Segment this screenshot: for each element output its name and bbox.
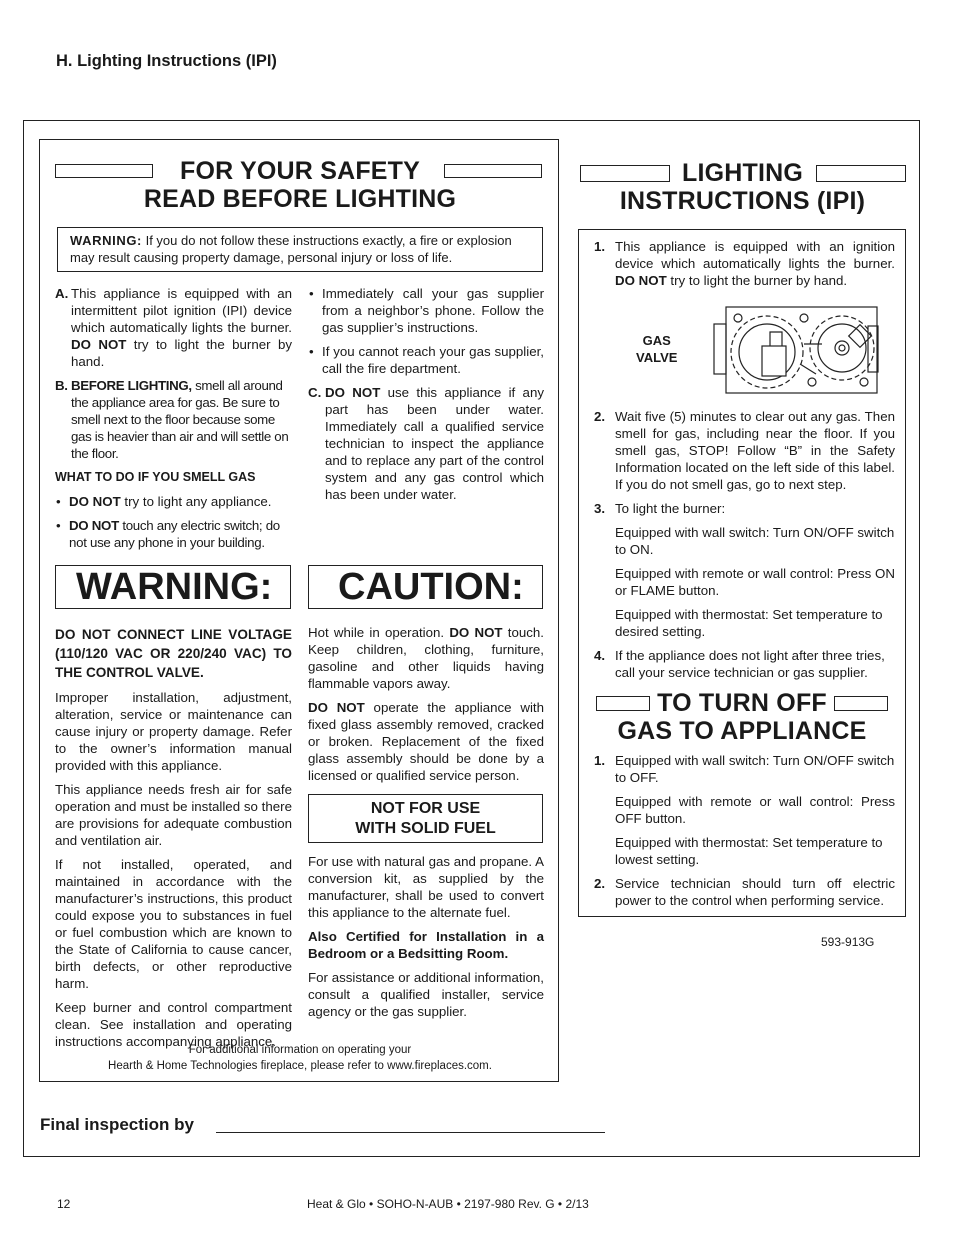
- warning-heading-box: WARNING:: [55, 565, 291, 609]
- footer-note-line2: Hearth & Home Technologies fireplace, please refer to www.fireplaces.com.: [108, 1060, 492, 1072]
- final-inspection-signature-line[interactable]: [216, 1132, 605, 1133]
- valve-knob: [835, 341, 849, 355]
- smell-bullet-3: [308, 285, 544, 336]
- safety-title-line1: FOR YOUR SAFETY: [179, 157, 421, 185]
- caution-para-3: For use with natural gas and propane. A conversion kit, as supplied by the manufacturer, shall be used to convert this appliance to the alternate fuel.: [308, 854, 544, 920]
- warning-para-1: Improper installation, adjustment, alteration, service or maintenance can cause injury or property damage. Refer to the owner’s information manual provided with this appliance.: [55, 690, 292, 773]
- caution-heading-box: CAUTION:: [308, 565, 543, 609]
- footer-note-line1: For additional information on operating your: [188, 1044, 412, 1056]
- turnoff-step-1: [594, 752, 895, 786]
- safety-item-b: [55, 377, 292, 462]
- step-1-text: This appliance is equipped with an ignition device which automatically lights the burner.: [615, 239, 895, 271]
- bullet-1-bold: DO NOT: [69, 494, 121, 509]
- bullet-2-text: touch any electric switch; do not use any phone in your building.: [69, 518, 280, 550]
- step-1-bold: DO NOT: [615, 273, 667, 288]
- bullet-dot: •: [56, 494, 61, 509]
- lighting-title-line1: LIGHTING: [681, 159, 804, 187]
- turnoff-steps: [594, 752, 895, 916]
- lighting-step-3: [594, 500, 895, 517]
- lighting-step-1: [594, 238, 895, 289]
- step-3-num: 3.: [594, 501, 606, 516]
- safety-item-a: [55, 285, 292, 370]
- solid-fuel-line1: NOT FOR USE: [370, 800, 481, 817]
- gas-valve-label-line2: VALVE: [636, 350, 678, 365]
- caution-p1-bold: DO NOT: [449, 625, 503, 640]
- item-b-bold: BEFORE LIGHTING,: [71, 378, 192, 393]
- fireplaces-footer-note: [40, 1042, 560, 1074]
- gas-valve-label: [636, 332, 677, 366]
- page-footer: Heat & Glo • SOHO-N-AUB • 2197-980 Rev. G • 2/13: [307, 1197, 589, 1211]
- warning-notice: [57, 227, 543, 272]
- caution-para-2: [308, 699, 544, 784]
- step-3-wall-switch: Equipped with wall switch: Turn ON/OFF switch to ON.: [615, 525, 895, 557]
- valve-screw-4: [860, 378, 868, 386]
- valve-left-flange: [714, 324, 726, 374]
- item-c-label: C.: [308, 385, 322, 400]
- solid-fuel-box: [308, 794, 543, 843]
- step-2-num: 2.: [594, 409, 606, 424]
- caution-p2-bold: DO NOT: [308, 700, 365, 715]
- caution-p2-text: operate the appliance with fixed glass assembly removed, cracked or broken. Replacement of the fixed glass assembly should be done by a licensed or qualified service person.: [308, 700, 544, 783]
- item-a-text-2: try to light the burner by hand.: [71, 337, 292, 369]
- bullet-dot: •: [309, 286, 314, 301]
- bullet-4-text: If you cannot reach your gas supplier, call the fire department.: [322, 344, 544, 376]
- turnoff-remote: Equipped with remote or wall control: Press OFF button.: [615, 794, 895, 826]
- valve-screw-2: [800, 314, 808, 322]
- item-a-do-not: DO NOT: [71, 337, 127, 352]
- title-rule-left: [55, 164, 153, 178]
- turnoff-title-line1: TO TURN OFF: [657, 689, 827, 717]
- valve-solenoid: [762, 346, 786, 376]
- valve-right-inner: [818, 324, 866, 372]
- gas-valve-label-line1: GAS: [642, 333, 671, 348]
- step-3-text: To light the burner:: [615, 501, 726, 516]
- caution-bedroom-cert: Also Certified for Installation in a Bedroom or a Bedsitting Room.: [308, 929, 544, 961]
- valve-body: [726, 307, 877, 393]
- bullet-2-bold: DO NOT: [69, 518, 119, 533]
- item-a-text: This appliance is equipped with an intermittent pilot ignition (IPI) device which automatically lights the burner.: [71, 286, 292, 335]
- lighting-step-4: [594, 647, 895, 681]
- item-c-do-not: DO NOT: [325, 385, 381, 400]
- lighting-steps-top: [594, 238, 895, 296]
- warning-col: [55, 625, 292, 1057]
- lighting-step-2: [594, 408, 895, 493]
- step-4-num: 4.: [594, 648, 606, 663]
- valve-right-dial: [810, 316, 874, 380]
- label-part-number: 593-913G: [821, 935, 875, 949]
- smell-gas-heading: WHAT TO DO IF YOU SMELL GAS: [55, 470, 256, 484]
- turnoff-2-num: 2.: [594, 876, 606, 891]
- item-c-text: use this appliance if any part has been under water. Immediately call a qualified service technician to inspect the appliance and to replace any part of the control system and any gas control which has been under water.: [325, 385, 544, 502]
- safety-title-line2: READ BEFORE LIGHTING: [143, 185, 457, 213]
- final-inspection-label: Final inspection by: [40, 1115, 194, 1134]
- lighting-title-line2: INSTRUCTIONS (IPI): [619, 187, 866, 215]
- valve-passage: [800, 364, 816, 374]
- bullet-dot: •: [309, 344, 314, 359]
- warning-notice-label: WARNING:: [70, 233, 142, 248]
- item-b-text: smell all around the appliance area for gas. Be sure to smell next to the floor because some gas is heavier than air and will settle on the floor.: [71, 378, 289, 461]
- solid-fuel-line2: WITH SOLID FUEL: [355, 820, 496, 837]
- step-3-remote: Equipped with remote or wall control: Press ON or FLAME button.: [615, 566, 895, 598]
- step-2-text: Wait five (5) minutes to clear out any gas. Then smell for gas, including near the floor. If you smell gas, STOP! Follow “B” in the Safety Information located on the left side of this label. If you do not smell gas, go to next step.: [615, 409, 895, 492]
- turnoff-title: [600, 689, 884, 745]
- lighting-title: [590, 159, 895, 215]
- gas-valve-diagram: [712, 304, 880, 396]
- warning-para-3: If not installed, operated, and maintained in accordance with the manufacturer’s instructions, this product could expose you to substances in fuel or fuel combustion which are known to the State of California to cause cancer, birth defects, or other reproductive harm.: [55, 857, 292, 991]
- bullet-1-text: try to light any appliance.: [120, 494, 272, 509]
- lighting-steps-bottom: [594, 408, 895, 688]
- caution-col-bottom: [308, 853, 544, 1027]
- warning-notice-text: If you do not follow these instructions exactly, a fire or explosion may result causing property damage, personal injury or loss of life.: [70, 233, 512, 265]
- warning-line-voltage: DO NOT CONNECT LINE VOLTAGE (110/120 VAC OR 220/240 VAC) TO THE CONTROL VALVE.: [55, 627, 292, 680]
- safety-item-c: [308, 384, 544, 503]
- turnoff-thermostat: Equipped with thermostat: Set temperature to lowest setting.: [615, 835, 883, 867]
- valve-solenoid-top: [770, 332, 782, 346]
- safety-col-2: [308, 285, 544, 503]
- valve-knob-center: [839, 345, 845, 351]
- bullet-3-text: Immediately call your gas supplier from a neighbor’s phone. Follow the gas supplier’s instructions.: [322, 286, 544, 335]
- turnoff-1-num: 1.: [594, 753, 606, 768]
- caution-col-top: [308, 624, 544, 791]
- caution-para-1: [308, 624, 544, 692]
- item-a-label: A.: [55, 286, 69, 301]
- step-4-text: If the appliance does not light after three tries, call your service technician or gas supplier.: [615, 648, 885, 680]
- step-1-text-2: try to light the burner by hand.: [666, 273, 848, 288]
- item-b-label: B.: [55, 378, 68, 393]
- turnoff-title-line2: GAS TO APPLIANCE: [617, 717, 867, 745]
- caution-p1-text: Hot while in operation.: [308, 625, 450, 640]
- safety-title: [140, 157, 460, 213]
- turnoff-2-text: Service technician should turn off electric power to the control when performing service.: [615, 876, 895, 908]
- caution-p1-text-2: touch. Keep children, clothing, furniture, gasoline and other liquids having flammable vapors away.: [308, 625, 544, 691]
- step-1-num: 1.: [594, 239, 606, 254]
- bullet-dot: •: [56, 518, 61, 533]
- warning-para-2: This appliance needs fresh air for safe operation and must be installed so there are provisions for adequate combustion and ventilation air.: [55, 782, 292, 848]
- smell-bullet-1: [55, 493, 292, 510]
- valve-screw-3: [808, 378, 816, 386]
- smell-bullet-2: [55, 517, 292, 551]
- step-3-thermostat: Equipped with thermostat: Set temperature to desired setting.: [615, 607, 883, 639]
- section-heading: H. Lighting Instructions (IPI): [56, 52, 277, 70]
- turnoff-1-text: Equipped with wall switch: Turn ON/OFF switch to OFF.: [615, 753, 895, 785]
- page-number: 12: [57, 1197, 71, 1211]
- caution-para-5: For assistance or additional information, consult a qualified installer, service agency or the gas supplier.: [308, 970, 544, 1019]
- turnoff-step-2: [594, 875, 895, 909]
- warning-para-4: Keep burner and control compartment clean. See installation and operating instructions accompanying appliance.: [55, 1000, 292, 1049]
- safety-col-1: [55, 285, 292, 551]
- valve-screw-1: [734, 314, 742, 322]
- smell-bullet-4: [308, 343, 544, 377]
